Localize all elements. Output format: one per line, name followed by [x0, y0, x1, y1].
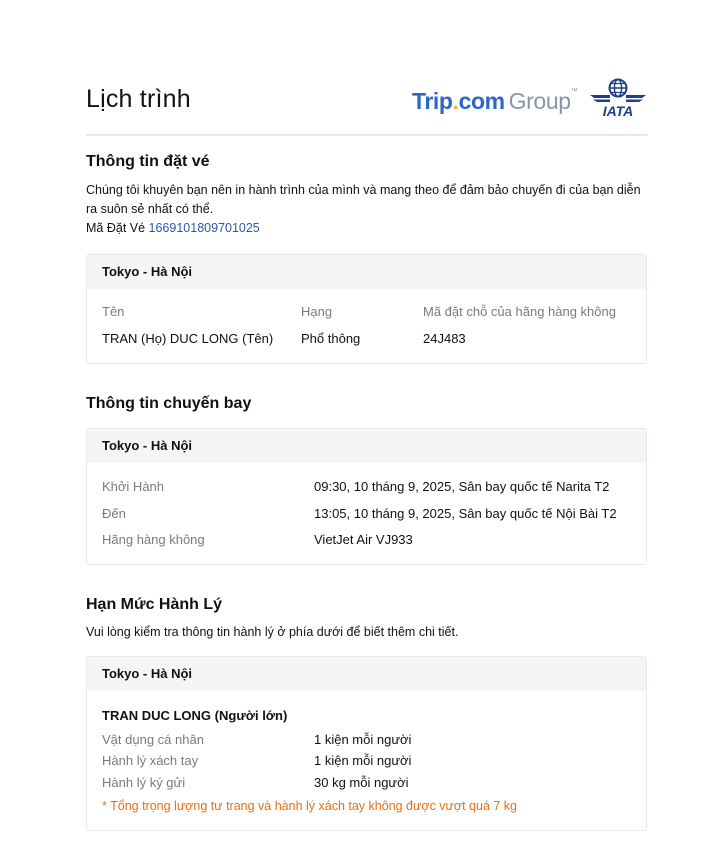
baggage-advice: Vui lòng kiểm tra thông tin hành lý ở phía dưới để biết thêm chi tiết. [86, 625, 459, 639]
carryon-label: Hành lý xách tay [102, 753, 199, 768]
booking-number-label: Mã Đặt Vé [86, 221, 149, 235]
carryon-value: 1 kiện mỗi người [314, 753, 412, 768]
cabin-class: Phổ thông [301, 331, 361, 346]
baggage-weight-note: * Tổng trọng lượng tư trang và hành lý xách tay không được vượt quá 7 kg [102, 799, 518, 813]
checked-bag-label: Hành lý ký gửi [102, 775, 186, 790]
airline-pnr: 24J483 [423, 331, 466, 346]
logo-trip-text: Trip [412, 88, 453, 114]
flight-card [86, 428, 647, 565]
airline-label: Hãng hàng không [102, 532, 205, 547]
booking-card-route: Tokyo - Hà Nội [87, 255, 646, 289]
booking-number: 1669101809701025 [148, 221, 260, 235]
svg-text:IATA: IATA [602, 103, 634, 118]
col-class-label: Hạng [301, 304, 333, 319]
col-pnr-label: Mã đặt chỗ của hãng hàng không [423, 304, 616, 319]
arrive-value: 13:05, 10 tháng 9, 2025, Sân bay quốc tế Nội Bài T2 [314, 506, 617, 521]
airline-value: VietJet Air VJ933 [314, 532, 413, 547]
flight-info-heading: Thông tin chuyến bay [86, 395, 252, 412]
logo-com-text: com [458, 88, 505, 114]
page-header [86, 78, 648, 136]
booking-info-heading: Thông tin đặt vé [86, 153, 210, 170]
booking-advice-text [86, 181, 648, 238]
personal-item-value: 1 kiện mỗi người [314, 732, 412, 747]
tripcom-group-logo: Trip.com Group™ [412, 88, 578, 114]
checked-bag-value: 30 kg mỗi người [314, 775, 409, 790]
iata-logo [588, 78, 648, 118]
passenger-name: TRAN (Họ) DUC LONG (Tên) [102, 331, 274, 346]
col-name-label: Tên [102, 304, 125, 319]
baggage-heading: Hạn Mức Hành Lý [86, 596, 223, 613]
logo-group-text: Group [508, 88, 571, 114]
logo-dot-text: . [452, 88, 459, 114]
page-title: Lịch trình [86, 85, 191, 113]
baggage-card-route: Tokyo - Hà Nội [87, 657, 646, 691]
booking-advice: Chúng tôi khuyên bạn nên in hành trình của mình và mang theo để đảm bảo chuyến đi của bạn diễn ra suôn sẻ nhất có thể. [86, 183, 641, 216]
personal-item-label: Vật dụng cá nhân [102, 732, 204, 747]
arrive-label: Đến [102, 506, 126, 521]
flight-card-route: Tokyo - Hà Nội [87, 429, 646, 463]
baggage-passenger: TRAN DUC LONG (Người lớn) [102, 708, 288, 723]
depart-label: Khởi Hành [102, 479, 165, 494]
baggage-card [86, 656, 647, 831]
depart-value: 09:30, 10 tháng 9, 2025, Sân bay quốc tế Narita T2 [314, 479, 610, 494]
booking-card [86, 254, 647, 364]
